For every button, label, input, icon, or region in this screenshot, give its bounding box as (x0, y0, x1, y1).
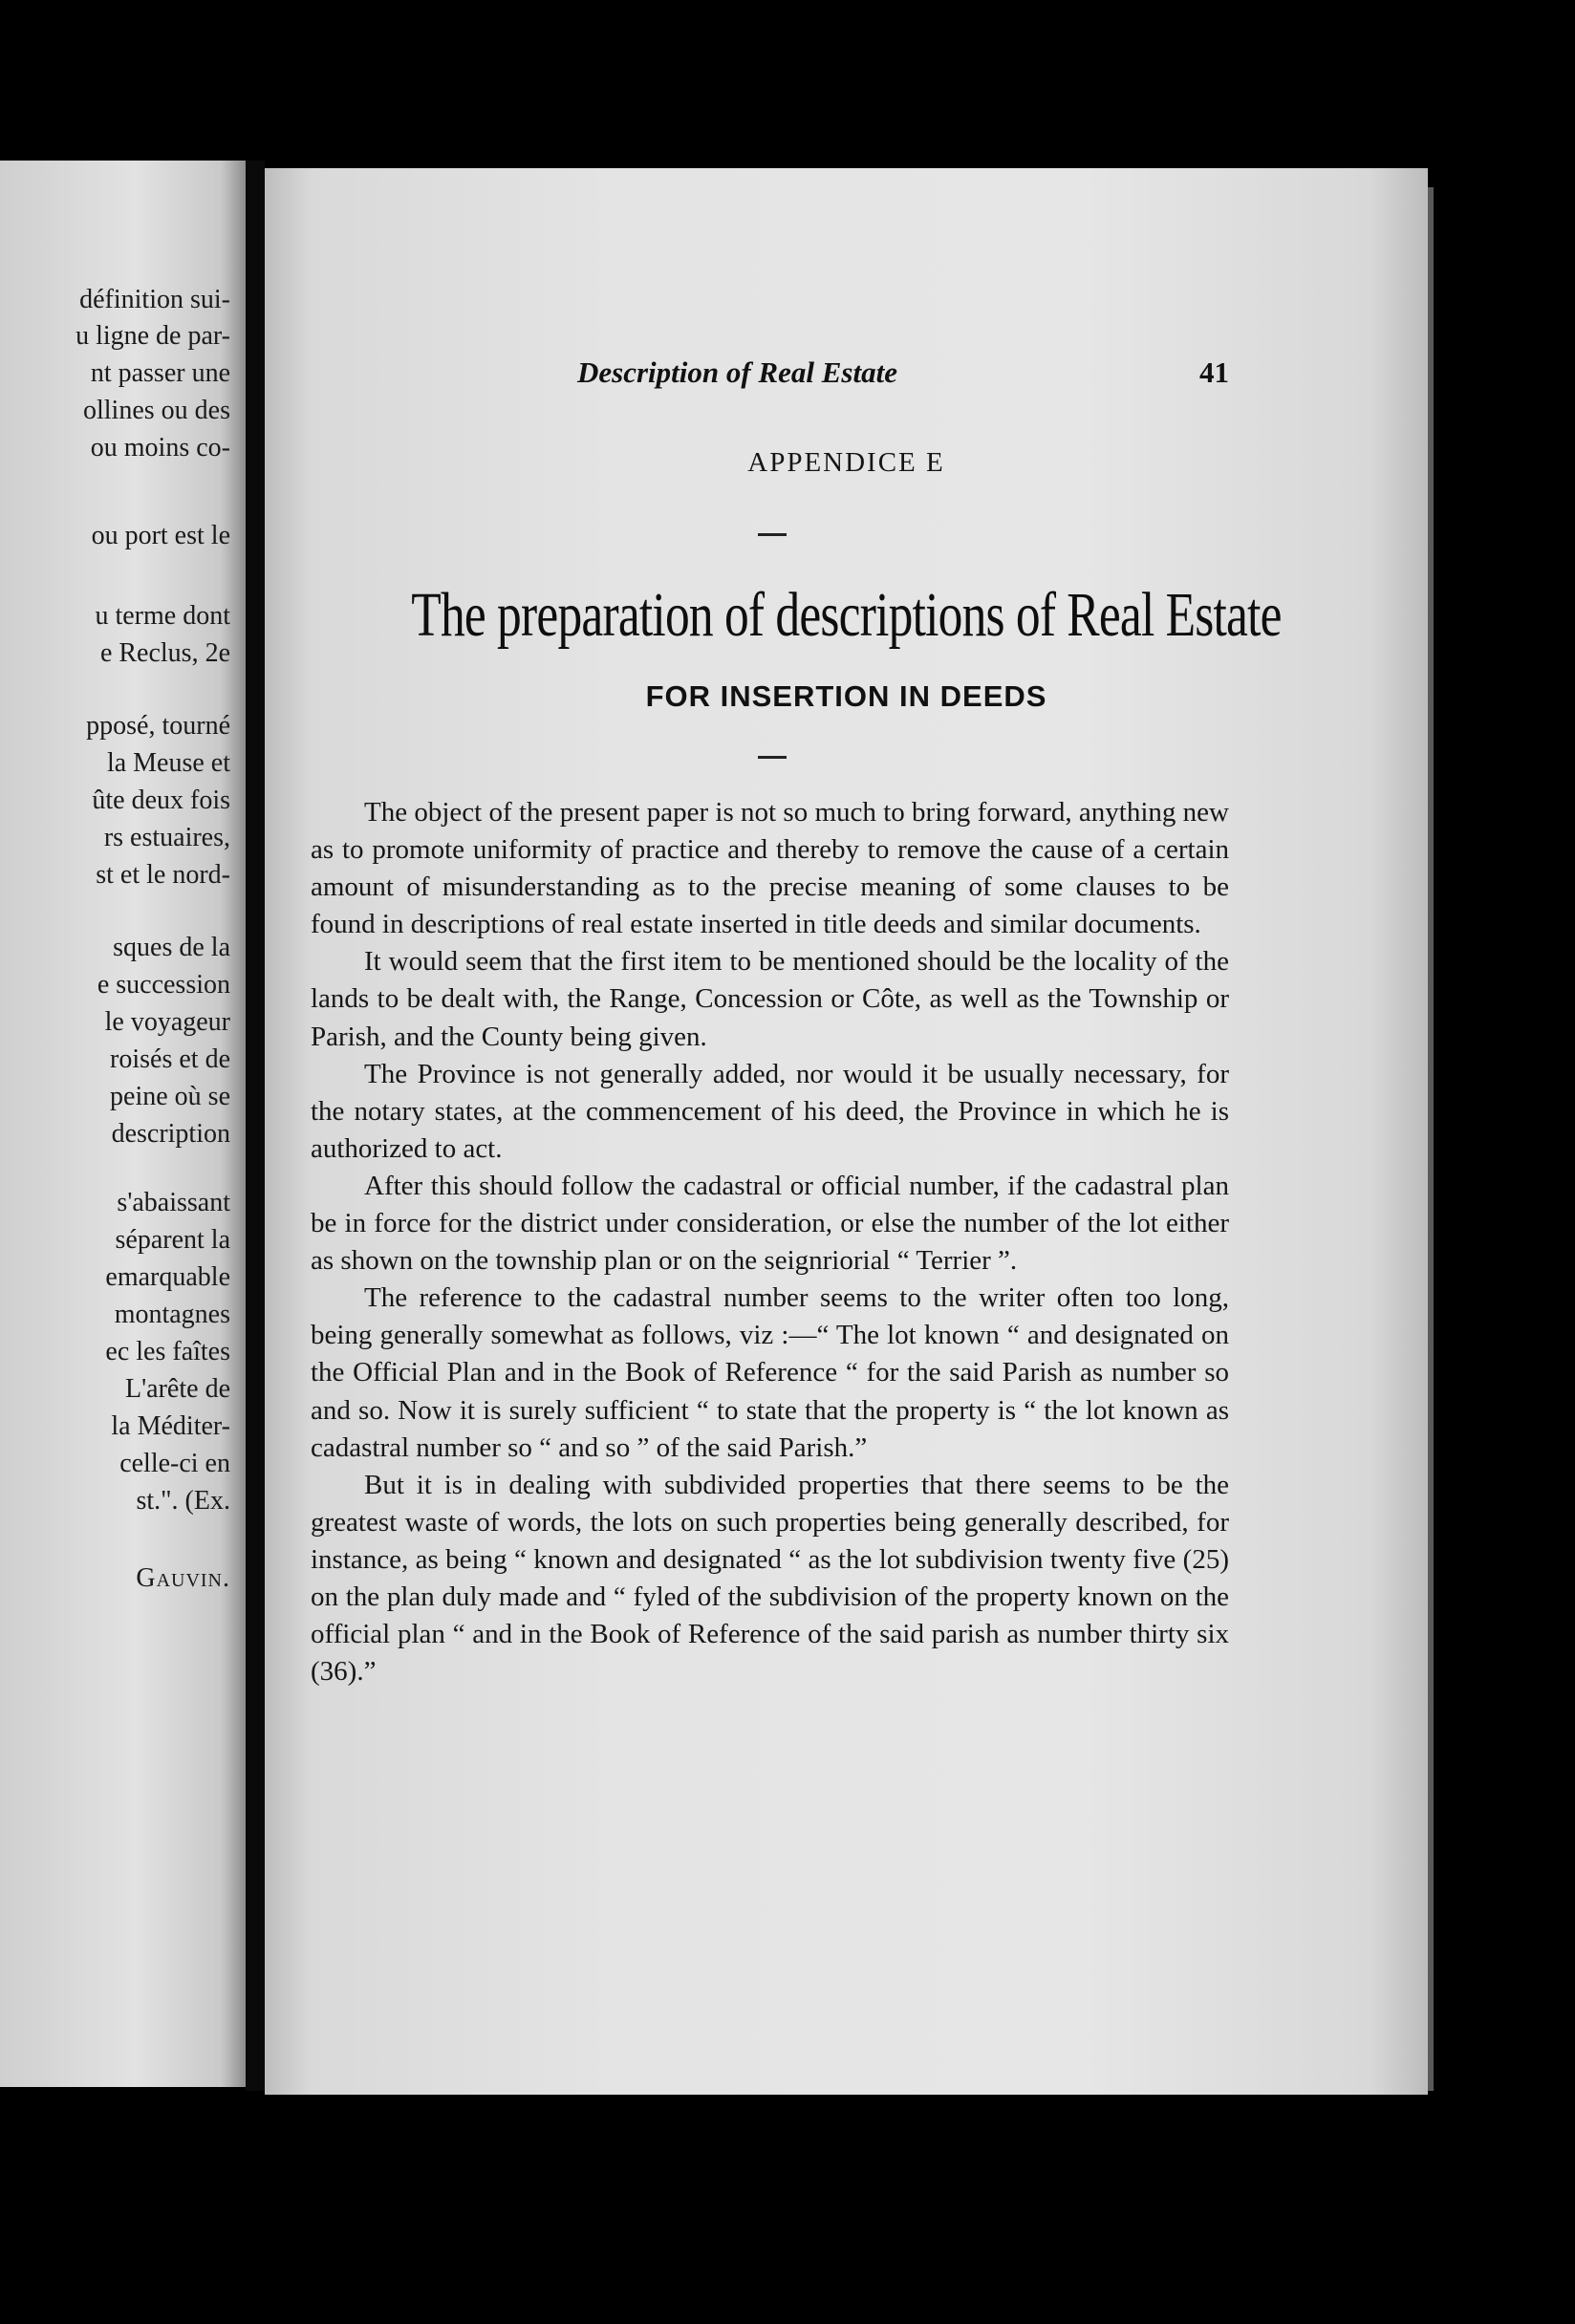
left-page-line: pposé, tourné (86, 711, 230, 741)
left-page-line: u terme dont (95, 601, 230, 631)
separator-dash (758, 533, 787, 536)
left-page-line: ou port est le (91, 521, 230, 550)
left-page-line: roisés et de (110, 1044, 230, 1074)
left-page-line: ou moins co- (90, 433, 230, 463)
left-page-line: st.". (Ex. (136, 1486, 230, 1516)
left-page-line: peine où se (110, 1082, 230, 1111)
left-page-line: ollines ou des (83, 396, 230, 425)
left-page-line: sques de la (113, 933, 230, 962)
paragraph: But it is in dealing with subdivided properties that there seems to be the greatest waste of words, the lots on such properties being generally described, for instance, as being “ known and designated “ as the lot subdivision twenty five (25) on the plan duly made and “ fyled of the subdivision of the property known on the official plan “ and in the Book of Reference of the said parish as number thirty six (36).” (311, 1469, 1229, 1688)
paragraph: It would seem that the first item to be mentioned should be the locality of the lands to be dealt with, the Range, Concession or Côte, as well as the Township or Parish, and the County being given. (311, 946, 1229, 1052)
book-gutter (246, 161, 265, 2091)
left-page-line: description (111, 1119, 230, 1149)
left-page-line: e succession (97, 970, 230, 1000)
left-page-line: la Meuse et (106, 748, 230, 778)
left-page-line: e Reclus, 2e (99, 638, 230, 668)
left-page-line: ûte deux fois (92, 785, 230, 815)
paragraph: After this should follow the cadastral or official number, if the cadastral plan be in force for the district under consideration, or else the number of the lot either as shown on the township plan or on the seignriorial “ Terrier ”. (311, 1170, 1229, 1277)
page-number: 41 (1199, 355, 1229, 389)
page-edge-shadow (1428, 187, 1434, 2091)
left-page-line: celle-ci en (119, 1449, 230, 1478)
left-page-line: le voyageur (104, 1007, 230, 1037)
paragraph: The reference to the cadastral number seems to the writer often too long, being generally somewhat as follows, viz :—“ The lot known “ and designated on the Official Plan and in the Book of Reference “ for the said Parish as number so and so. Now it is surely sufficient “ to state that the property is “ the lot known as cadastral number so “ and so ” of the said Parish.” (311, 1282, 1229, 1463)
article-title: The preparation of descriptions of Real Estate (411, 580, 1282, 650)
left-page-line: ec les faîtes (105, 1337, 230, 1366)
body-text (311, 794, 1229, 1690)
paragraph: The Province is not generally added, nor would it be usually necessary, for the notary states, at the commencement of his deed, the Province in which he is authorized to act. (311, 1058, 1229, 1164)
left-page-line: emarquable (105, 1262, 230, 1292)
left-page-line: L'arête de (125, 1374, 230, 1404)
left-page-line: st et le nord- (96, 860, 230, 890)
left-page-line: u ligne de par- (76, 321, 230, 351)
article-subtitle: FOR INSERTION IN DEEDS (645, 679, 1047, 713)
left-page-signature: Gauvin. (136, 1563, 230, 1593)
left-page-line: séparent la (115, 1225, 230, 1255)
left-page-line: la Méditer- (111, 1411, 230, 1441)
left-facing-page (0, 161, 246, 2087)
left-page-line: s'abaissant (117, 1188, 230, 1217)
right-page (265, 168, 1428, 2095)
left-page-line: rs estuaires, (103, 823, 230, 852)
left-page-line: définition sui- (79, 285, 230, 314)
paragraph: The object of the present paper is not so much to bring forward, anything new as to promote uniformity of practice and thereby to remove the cause of a certain amount of misunderstanding as to the precise meaning of some clauses to be found in descriptions of real estate inserted in title deeds and similar documents. (311, 797, 1229, 940)
running-head: Description of Real Estate (577, 355, 897, 389)
appendix-heading: APPENDICE E (747, 447, 945, 478)
left-page-line: montagnes (114, 1300, 230, 1329)
left-page-line: nt passer une (90, 358, 230, 388)
separator-dash (758, 756, 787, 759)
